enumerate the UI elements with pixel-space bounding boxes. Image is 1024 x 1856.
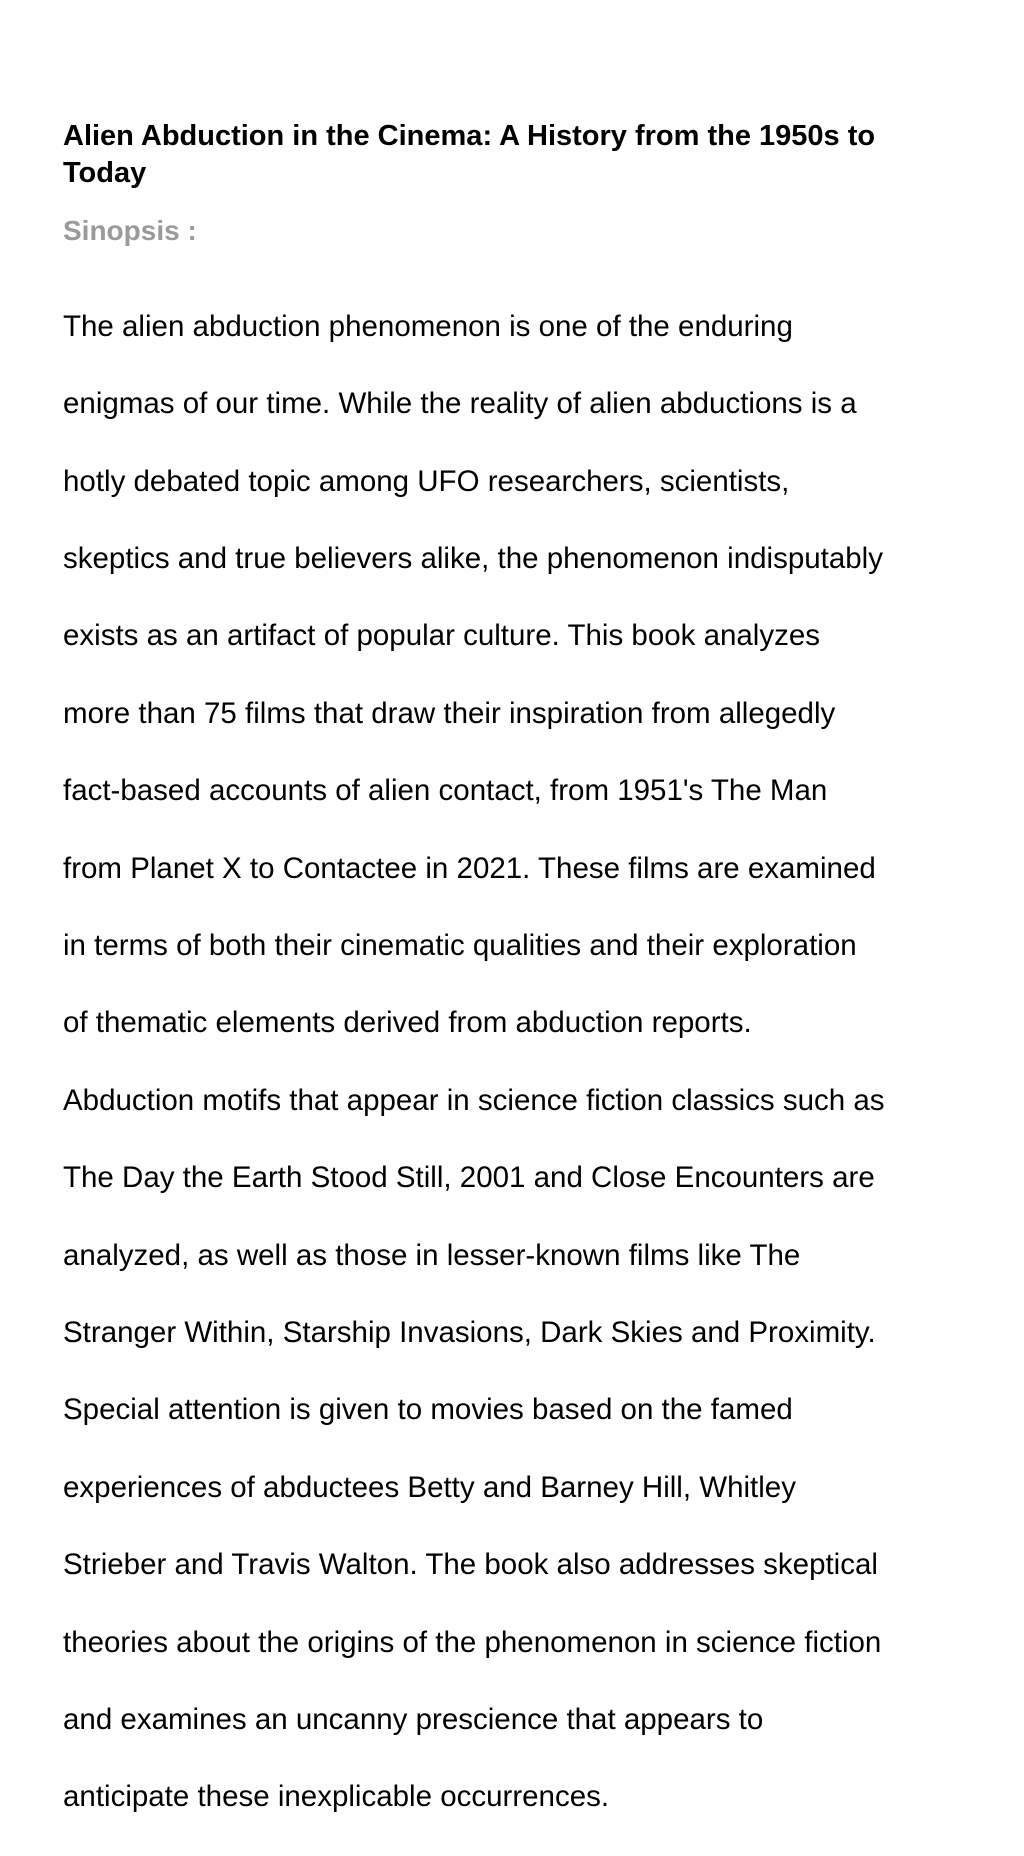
synopsis-line: Abduction motifs that appear in science fiction classics such as	[63, 1083, 885, 1117]
synopsis-line: skeptics and true believers alike, the phenomenon indisputably	[63, 541, 883, 575]
document-page	[63, 118, 963, 1856]
synopsis-line: Stranger Within, Starship Invasions, Dark Skies and Proximity.	[63, 1315, 876, 1349]
synopsis-line: from Planet X to Contactee in 2021. These films are examined	[63, 851, 876, 885]
synopsis-line: more than 75 films that draw their inspiration from allegedly	[63, 696, 836, 730]
synopsis-line: experiences of abductees Betty and Barney Hill, Whitley	[63, 1470, 796, 1504]
synopsis-line: hotly debated topic among UFO researchers, scientists,	[63, 464, 790, 498]
synopsis-text	[63, 269, 963, 1856]
synopsis-line: in terms of both their cinematic qualities and their exploration	[63, 928, 857, 962]
synopsis-line: of thematic elements derived from abduction reports.	[63, 1006, 752, 1040]
book-title: Alien Abduction in the Cinema: A History from the 1950s to Today	[63, 120, 876, 189]
synopsis-line: theories about the origins of the phenomenon in science fiction	[63, 1625, 882, 1659]
synopsis-line: The Day the Earth Stood Still, 2001 and Close Encounters are	[63, 1161, 875, 1195]
synopsis-label: Sinopsis :	[63, 215, 197, 246]
synopsis-line: analyzed, as well as those in lesser-known films like The	[63, 1238, 801, 1272]
synopsis-line: exists as an artifact of popular culture. This book analyzes	[63, 619, 821, 653]
synopsis-line: Strieber and Travis Walton. The book also addresses skeptical	[63, 1548, 878, 1582]
synopsis-line: and examines an uncanny prescience that appears to	[63, 1703, 764, 1737]
synopsis-line: enigmas of our time. While the reality of alien abductions is a	[63, 387, 857, 421]
synopsis-line: The alien abduction phenomenon is one of the enduring	[63, 309, 793, 343]
synopsis-line: fact-based accounts of alien contact, from 1951's The Man	[63, 774, 828, 808]
synopsis-line: anticipate these inexplicable occurrences.	[63, 1780, 610, 1814]
synopsis-line: Special attention is given to movies based on the famed	[63, 1393, 793, 1427]
